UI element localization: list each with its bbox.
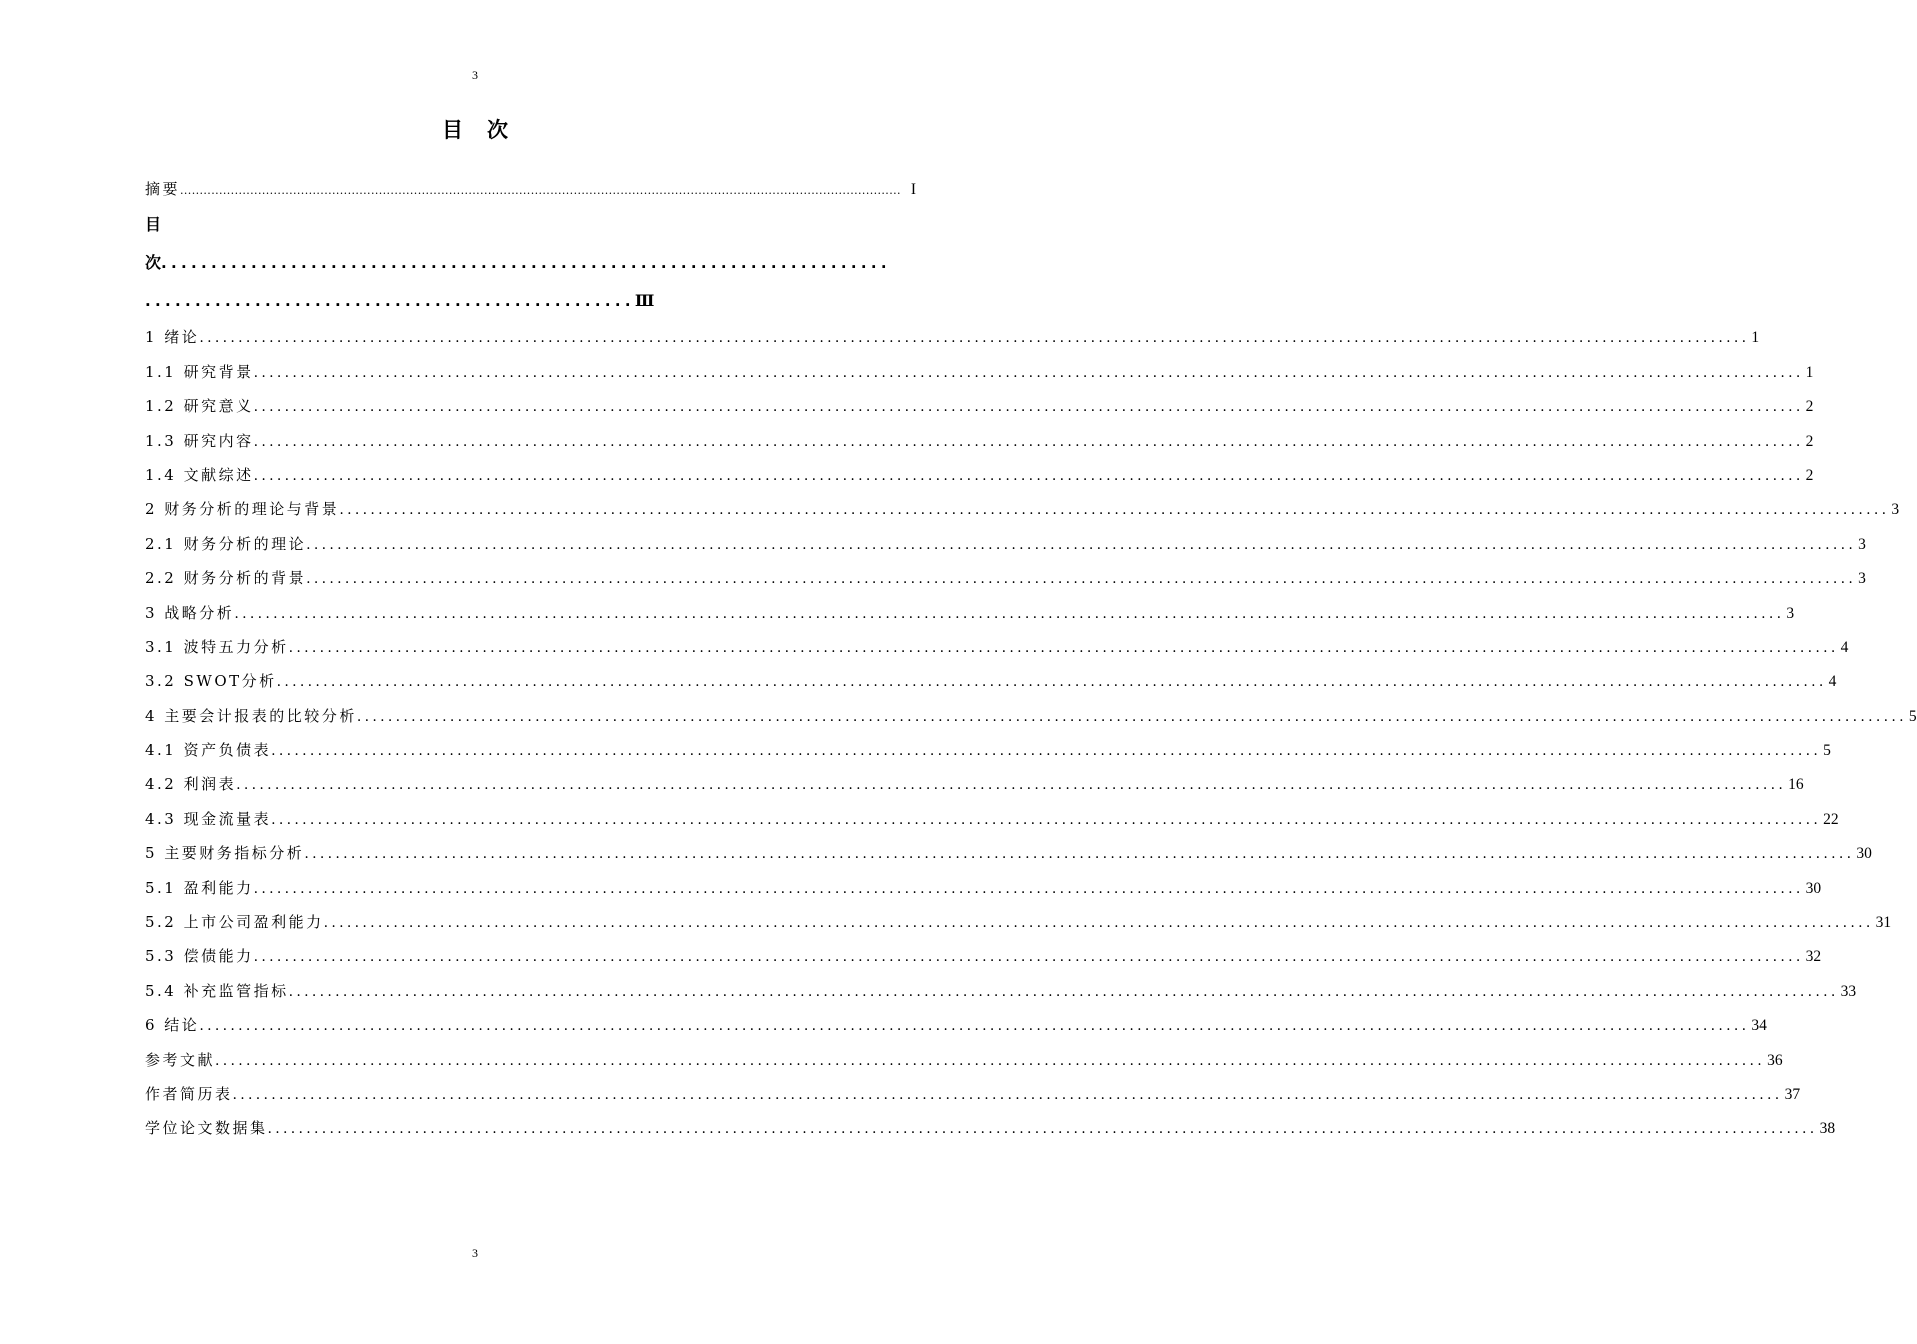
toc-entry[interactable]: [145, 908, 1892, 942]
toc-entry-page: 36: [1767, 1051, 1783, 1069]
dot-leader: ........................................................................................................................................................................................................: [199, 330, 1750, 347]
toc-entry-label: 6 结论: [145, 1016, 200, 1035]
toc-entry-label: 参考文献: [145, 1050, 216, 1069]
toc-entry-page: 22: [1823, 810, 1839, 828]
dot-leader: ........................................................................................................................................................................................................: [288, 983, 1839, 1000]
toc-entry-label: 5.1 盈利能力: [145, 878, 254, 897]
dot-leader: .........................................................................................................................................................................................: [180, 184, 901, 197]
toc-entry[interactable]: [145, 392, 1814, 426]
toc-entry-page: 37: [1784, 1085, 1801, 1103]
contents-line-3: [145, 285, 807, 323]
dot-leader: .................................................: [145, 292, 635, 311]
toc-entry-label: 3.2 SWOT分析: [145, 672, 277, 691]
toc-entry-label: 5 主要财务指标分析: [145, 844, 305, 863]
header-page-number: 3: [472, 68, 478, 82]
dot-leader: ........................................................................................................................................................................................................: [234, 605, 1785, 622]
toc-entry-label: 5.3 偿债能力: [145, 947, 254, 966]
toc-entry[interactable]: [145, 874, 1822, 908]
contents-label-part1: 目: [145, 215, 162, 235]
dot-leader: ........................................................................................................................................................................................................: [236, 777, 1787, 794]
dot-leader: ........................................................................................................................................................................................................: [232, 1086, 1783, 1103]
toc-entry[interactable]: [145, 427, 1814, 461]
footer-page-number: 3: [472, 1246, 478, 1260]
dot-leader: ........................................................................................................................................................................................................: [306, 571, 1857, 588]
toc-entry-label: 1 绪论: [145, 328, 200, 347]
toc-entry-page: 32: [1805, 948, 1822, 966]
toc-entry-page: 34: [1751, 1017, 1767, 1035]
toc-entry-label: 1.2 研究意义: [145, 397, 254, 416]
toc-entry[interactable]: [145, 1114, 1836, 1148]
toc-entry-label: 作者简历表: [145, 1084, 233, 1103]
toc-entry[interactable]: [145, 1046, 1783, 1080]
toc-entry[interactable]: [145, 702, 1917, 736]
toc-entry-page: 1: [1805, 363, 1814, 381]
toc-entry-page: 5: [1823, 742, 1831, 760]
dot-leader: ........................................................................................................................................................................................................: [253, 467, 1804, 484]
toc-entry[interactable]: [145, 805, 1839, 839]
toc-entry-page: 2: [1805, 398, 1814, 416]
toc-entry-label: 3.1 波特五力分析: [145, 637, 289, 656]
dot-leader: ........................................................................................................................................................................................................: [271, 743, 1822, 760]
toc-entry-label: 5.2 上市公司盈利能力: [145, 913, 324, 932]
toc-entry[interactable]: [145, 461, 1814, 495]
toc-entry-label: 摘要: [145, 180, 181, 198]
toc-title-part1: 目: [442, 118, 463, 142]
toc-entry-label: 2 财务分析的理论与背景: [145, 500, 340, 519]
toc-entry-label: 2.2 财务分析的背景: [145, 569, 307, 588]
contents-line-2: [145, 247, 891, 285]
dot-leader: ........................................................................................................................................................................................................: [288, 639, 1839, 656]
toc-entry-page: 2: [1805, 466, 1814, 484]
toc-entry-page: 3: [1858, 570, 1866, 588]
toc-title: [0, 114, 950, 144]
toc-entry[interactable]: [145, 942, 1822, 976]
dot-leader: ........................................................................................................................................................................................................: [339, 502, 1890, 519]
dot-leader: ........................................................................................................................................................................................................: [253, 880, 1804, 897]
dot-leader: ........................................................................................................................................................................................................: [323, 915, 1874, 932]
toc-entry-label: 1.4 文献综述: [145, 465, 254, 484]
toc-entry-contents[interactable]: [145, 209, 891, 323]
toc-entry-page: 3: [1786, 604, 1795, 622]
toc-entry-page: Ⅲ: [634, 291, 653, 311]
dot-leader: ........................................................................................................................................................................................................: [199, 1018, 1750, 1035]
dot-leader: ........................................................................................................................................................................................................: [356, 708, 1907, 725]
contents-line-1: [145, 209, 807, 247]
toc-entry-page: 3: [1891, 501, 1900, 519]
toc-title-part2: 次: [487, 118, 508, 142]
toc-entry-list: [145, 323, 1917, 1148]
toc-entry-page: 3: [1858, 535, 1866, 553]
toc-entry[interactable]: [145, 358, 1814, 392]
toc-entry-label: 5.4 补充监管指标: [145, 981, 289, 1000]
toc-entry[interactable]: [145, 1080, 1801, 1114]
toc-entry-page: 5: [1908, 707, 1917, 725]
toc-entry-page: 30: [1856, 845, 1872, 863]
toc-entry-page: 33: [1840, 982, 1857, 1000]
toc-entry-page: 30: [1805, 879, 1822, 897]
toc-entry[interactable]: [145, 1011, 1767, 1045]
toc-entry-page: 4: [1828, 673, 1837, 691]
dot-leader: ........................................................................................................................................................................................................: [304, 846, 1855, 863]
toc-entry-label: 1.3 研究内容: [145, 431, 254, 450]
toc-entry[interactable]: [145, 323, 1760, 357]
dot-leader: ........................................................................................................................................................................................................: [253, 433, 1804, 450]
toc-entry-page: 4: [1840, 638, 1849, 656]
toc-entry-page: 16: [1788, 776, 1804, 794]
toc-entry-label: 2.1 财务分析的理论: [145, 534, 307, 553]
toc-entry[interactable]: [145, 839, 1872, 873]
toc-entry[interactable]: [145, 770, 1804, 804]
toc-entry[interactable]: [145, 633, 1849, 667]
toc-entry-label: 4.2 利润表: [145, 775, 237, 794]
dot-leader: ........................................................................................................................................................................................................: [253, 399, 1804, 416]
toc-entry-label: 4 主要会计报表的比较分析: [145, 706, 357, 725]
toc-entry-page: 2: [1805, 432, 1814, 450]
toc-entry-page: I: [910, 181, 917, 198]
dot-leader: ........................................................................................................................................................................................................: [215, 1052, 1766, 1069]
toc-entry-label: 3 战略分析: [145, 603, 235, 622]
dot-leader: ........................................................................................................................................................................................................: [253, 949, 1804, 966]
toc-entry[interactable]: [145, 495, 1900, 529]
dot-leader: ........................................................................................................................................................................................................: [276, 674, 1827, 691]
dot-leader: ........................................................................................................................................................................................................: [267, 1121, 1818, 1138]
toc-entry-label: 4.1 资产负债表: [145, 741, 272, 760]
dot-leader: ........................................................................................................................................................................................................: [271, 811, 1822, 828]
dot-leader: ........................................................................................................................................................................................................: [253, 364, 1804, 381]
toc-entry[interactable]: [145, 977, 1857, 1011]
toc-entry[interactable]: [145, 736, 1831, 770]
toc-entry-page: 38: [1819, 1120, 1836, 1138]
dot-leader: .........................................................................: [161, 254, 891, 273]
table-of-contents: [145, 175, 1917, 1149]
toc-entry-label: 1.1 研究背景: [145, 362, 254, 381]
toc-entry[interactable]: [145, 667, 1837, 701]
toc-entry-abstract[interactable]: [145, 175, 917, 209]
toc-entry[interactable]: [145, 530, 1866, 564]
toc-entry-page: 1: [1751, 329, 1760, 347]
toc-entry[interactable]: [145, 564, 1866, 598]
toc-entry-label: 4.3 现金流量表: [145, 809, 272, 828]
toc-entry[interactable]: [145, 599, 1795, 633]
contents-label-part2: 次: [145, 253, 162, 273]
dot-leader: ........................................................................................................................................................................................................: [306, 536, 1857, 553]
toc-entry-label: 学位论文数据集: [145, 1119, 268, 1138]
toc-entry-page: 31: [1875, 914, 1892, 932]
